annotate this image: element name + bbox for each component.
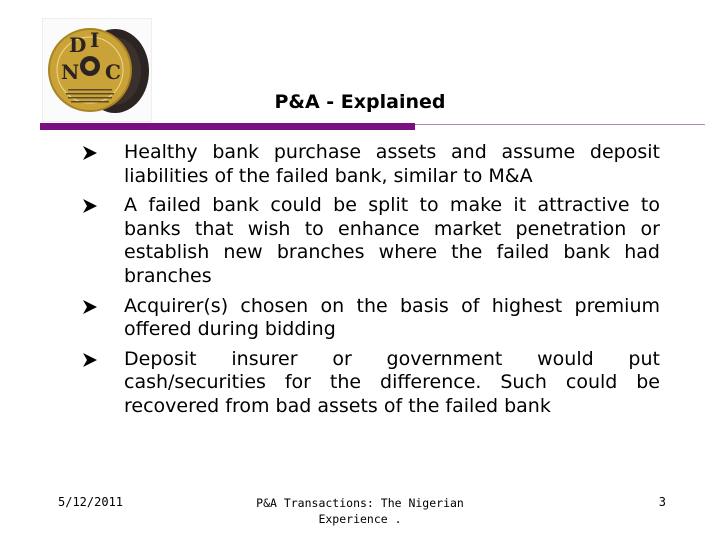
bullet-list (82, 141, 660, 425)
page-number: 3 (658, 495, 666, 509)
logo-letter-d: D (69, 33, 87, 57)
ndic-logo (42, 18, 152, 122)
logo-letter-i: I (90, 28, 100, 52)
slide-title: P&A - Explained (274, 91, 446, 113)
logo-letter-c: C (105, 60, 121, 84)
title-underline-thin (415, 124, 705, 125)
arrow-bullet-icon (82, 145, 98, 161)
bullet-text: Healthy bank purchase assets and assume deposit liabilities of the failed bank, similar to M&A (124, 141, 660, 187)
bullet-text: A failed bank could be split to make it attractive to banks that wish to enhance market penetration or establish new branches where the failed bank had branches (124, 194, 660, 287)
title-underline-thick (40, 123, 415, 130)
bullet-item (82, 348, 660, 419)
footer-date: 5/12/2011 (58, 495, 124, 509)
bullet-text: Deposit insurer or government would put cash/securities for the difference. Such could be recovered from bad assets of the failed bank (124, 347, 660, 417)
logo-letter-n: N (61, 60, 80, 84)
arrow-bullet-icon (82, 352, 98, 368)
bullet-item (82, 141, 660, 188)
ndic-logo-icon (43, 19, 151, 121)
footer-title: P&A Transactions: The Nigerian Experience . (256, 496, 471, 526)
arrow-bullet-icon (82, 198, 98, 214)
bullet-text: Acquirer(s) chosen on the basis of highest premium offered during bidding (124, 294, 660, 341)
bullet-item (82, 194, 660, 288)
arrow-bullet-icon (82, 299, 98, 315)
bullet-item (82, 295, 660, 342)
